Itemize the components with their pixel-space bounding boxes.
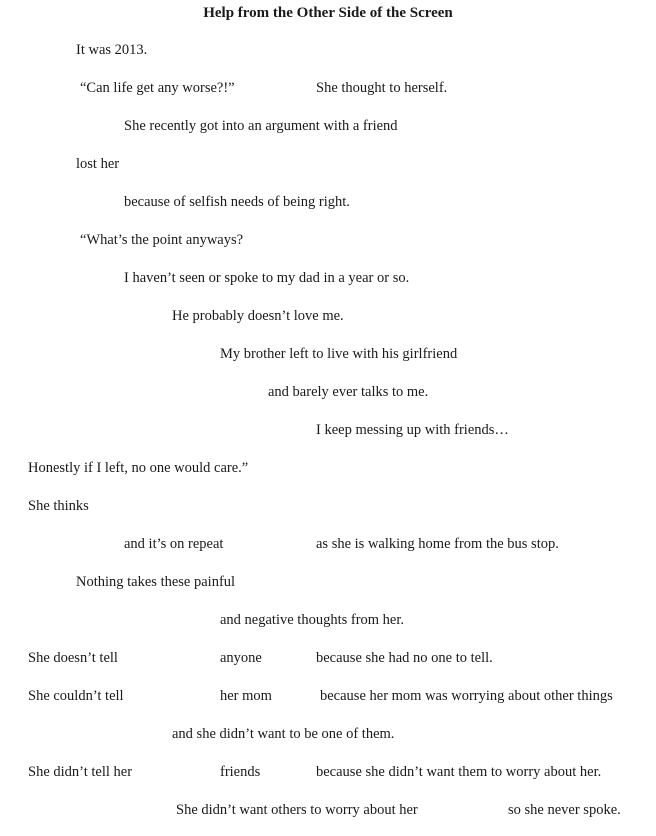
poem-line: She didn’t want others to worry about her: [176, 802, 418, 818]
poem-line: “Can life get any worse?!”: [80, 80, 235, 96]
poem-line: so she never spoke.: [508, 802, 621, 818]
poem-line: She couldn’t tell: [28, 688, 124, 704]
poem-title: Help from the Other Side of the Screen: [203, 5, 453, 21]
poem-line: because of selfish needs of being right.: [124, 194, 350, 210]
poem-line: because she had no one to tell.: [316, 650, 493, 666]
poem-line: He probably doesn’t love me.: [172, 308, 344, 324]
poem-line: She doesn’t tell: [28, 650, 118, 666]
poem-line: and negative thoughts from her.: [220, 612, 405, 628]
poem-line: “What’s the point anyways?: [80, 232, 244, 248]
poem-line: Honestly if I left, no one would care.”: [28, 460, 249, 476]
poem-line: It was 2013.: [76, 42, 148, 58]
poem-line: She thought to herself.: [316, 80, 448, 96]
poem-line: anyone: [220, 650, 262, 666]
poem-line: lost her: [76, 156, 120, 172]
poem-line: because she didn’t want them to worry about her.: [316, 764, 602, 780]
poem-line: She recently got into an argument with a friend: [124, 118, 398, 134]
poem-line: and barely ever talks to me.: [268, 384, 429, 400]
poem-line: She thinks: [28, 498, 89, 514]
poem-line: her mom: [220, 688, 272, 704]
poem-line: I haven’t seen or spoke to my dad in a year or so.: [124, 270, 410, 286]
poem-line: as she is walking home from the bus stop.: [316, 536, 559, 552]
poem-line: and she didn’t want to be one of them.: [172, 726, 395, 742]
poem-line: I keep messing up with friends…: [316, 422, 509, 438]
poem-line: because her mom was worrying about other things: [320, 688, 613, 704]
poem-line: friends: [220, 764, 261, 780]
poem-line: My brother left to live with his girlfriend: [220, 346, 458, 362]
poem-line: She didn’t tell her: [28, 764, 133, 780]
poem-line: and it’s on repeat: [124, 536, 224, 552]
poem-line: Nothing takes these painful: [76, 574, 236, 590]
